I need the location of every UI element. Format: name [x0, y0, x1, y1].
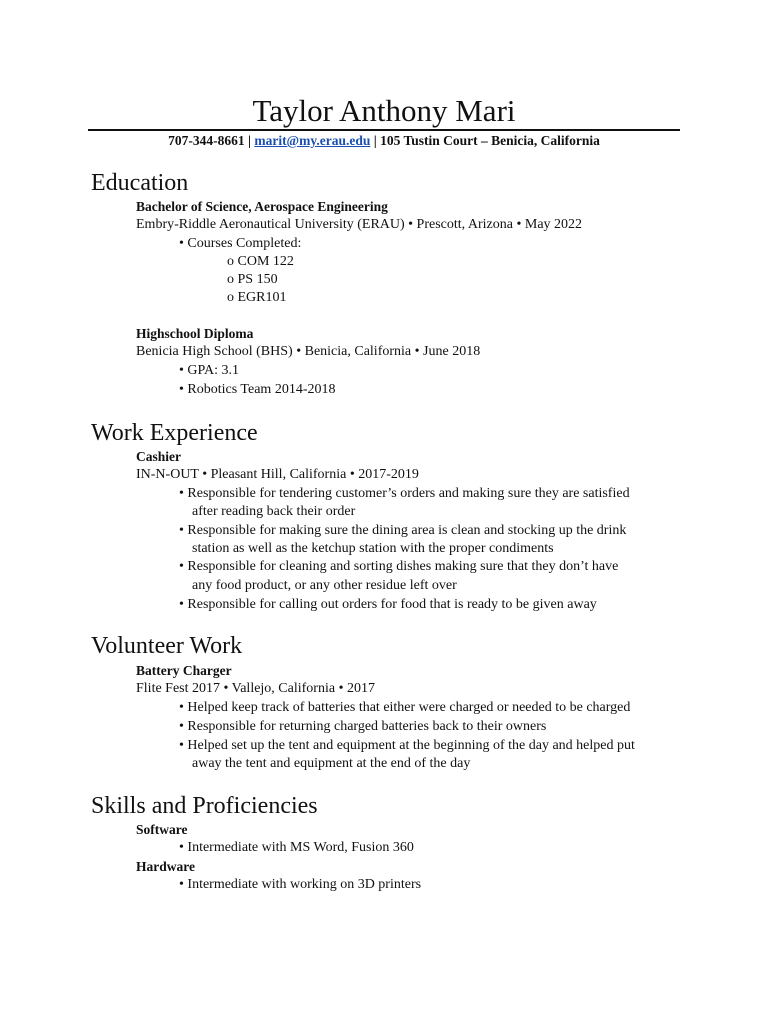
volunteer-place: Flite Fest 2017 • Vallejo, California • 2017	[136, 681, 375, 696]
phone-number: 707-344-8661	[168, 133, 245, 148]
list-item: • Responsible for cleaning and sorting dishes making sure that they don’t have	[179, 559, 619, 574]
list-item: • Helped keep track of batteries that either were charged or needed to be charged	[179, 700, 631, 715]
list-item: • Helped set up the tent and equipment at the beginning of the day and helped put	[179, 738, 635, 753]
contact-line	[88, 132, 680, 150]
list-item-continued: station as well as the ketchup station with the proper condiments	[192, 541, 554, 556]
volunteer-title: Battery Charger	[136, 663, 232, 678]
list-item: • Intermediate with working on 3D printers	[179, 877, 422, 892]
hardware-label: Hardware	[136, 859, 195, 874]
list-item: • Responsible for calling out orders for food that is ready to be given away	[179, 597, 597, 612]
education-heading: Education	[91, 170, 189, 196]
school-line: Embry-Riddle Aeronautical University (ERAU) • Prescott, Arizona • May 2022	[136, 217, 583, 232]
school-line: Benicia High School (BHS) • Benicia, California • June 2018	[136, 344, 481, 359]
skills-heading: Skills and Proficiencies	[91, 793, 318, 819]
address: 105 Tustin Court – Benicia, California	[380, 133, 600, 148]
contact-separator: |	[370, 133, 381, 148]
list-item: • Responsible for making sure the dining area is clean and stocking up the drink	[179, 523, 627, 538]
list-item: • Intermediate with MS Word, Fusion 360	[179, 840, 414, 855]
course-item: o PS 150	[227, 272, 278, 287]
job-place: IN-N-OUT • Pleasant Hill, California • 2017-2019	[136, 467, 419, 482]
course-item: o COM 122	[227, 254, 294, 269]
degree-title: Bachelor of Science, Aerospace Engineering	[136, 199, 388, 214]
course-item: o EGR101	[227, 290, 287, 305]
list-item-continued: after reading back their order	[192, 504, 356, 519]
software-label: Software	[136, 822, 188, 837]
list-item-continued: away the tent and equipment at the end of the day	[192, 756, 471, 771]
job-title: Cashier	[136, 449, 181, 464]
list-item: • Responsible for tendering customer’s orders and making sure they are satisfied	[179, 486, 630, 501]
header-rule	[88, 129, 680, 131]
list-item: • GPA: 3.1	[179, 363, 240, 378]
resume-name: Taylor Anthony Mari	[252, 93, 516, 128]
list-item-continued: any food product, or any other residue left over	[192, 578, 457, 593]
list-item: • Responsible for returning charged batteries back to their owners	[179, 719, 547, 734]
email-link[interactable]: marit@my.erau.edu	[254, 133, 371, 148]
work-heading: Work Experience	[91, 420, 258, 446]
courses-label: • Courses Completed:	[179, 236, 302, 251]
degree-title: Highschool Diploma	[136, 326, 254, 341]
contact-separator: |	[244, 133, 255, 148]
list-item: • Robotics Team 2014-2018	[179, 382, 336, 397]
volunteer-heading: Volunteer Work	[91, 633, 243, 659]
